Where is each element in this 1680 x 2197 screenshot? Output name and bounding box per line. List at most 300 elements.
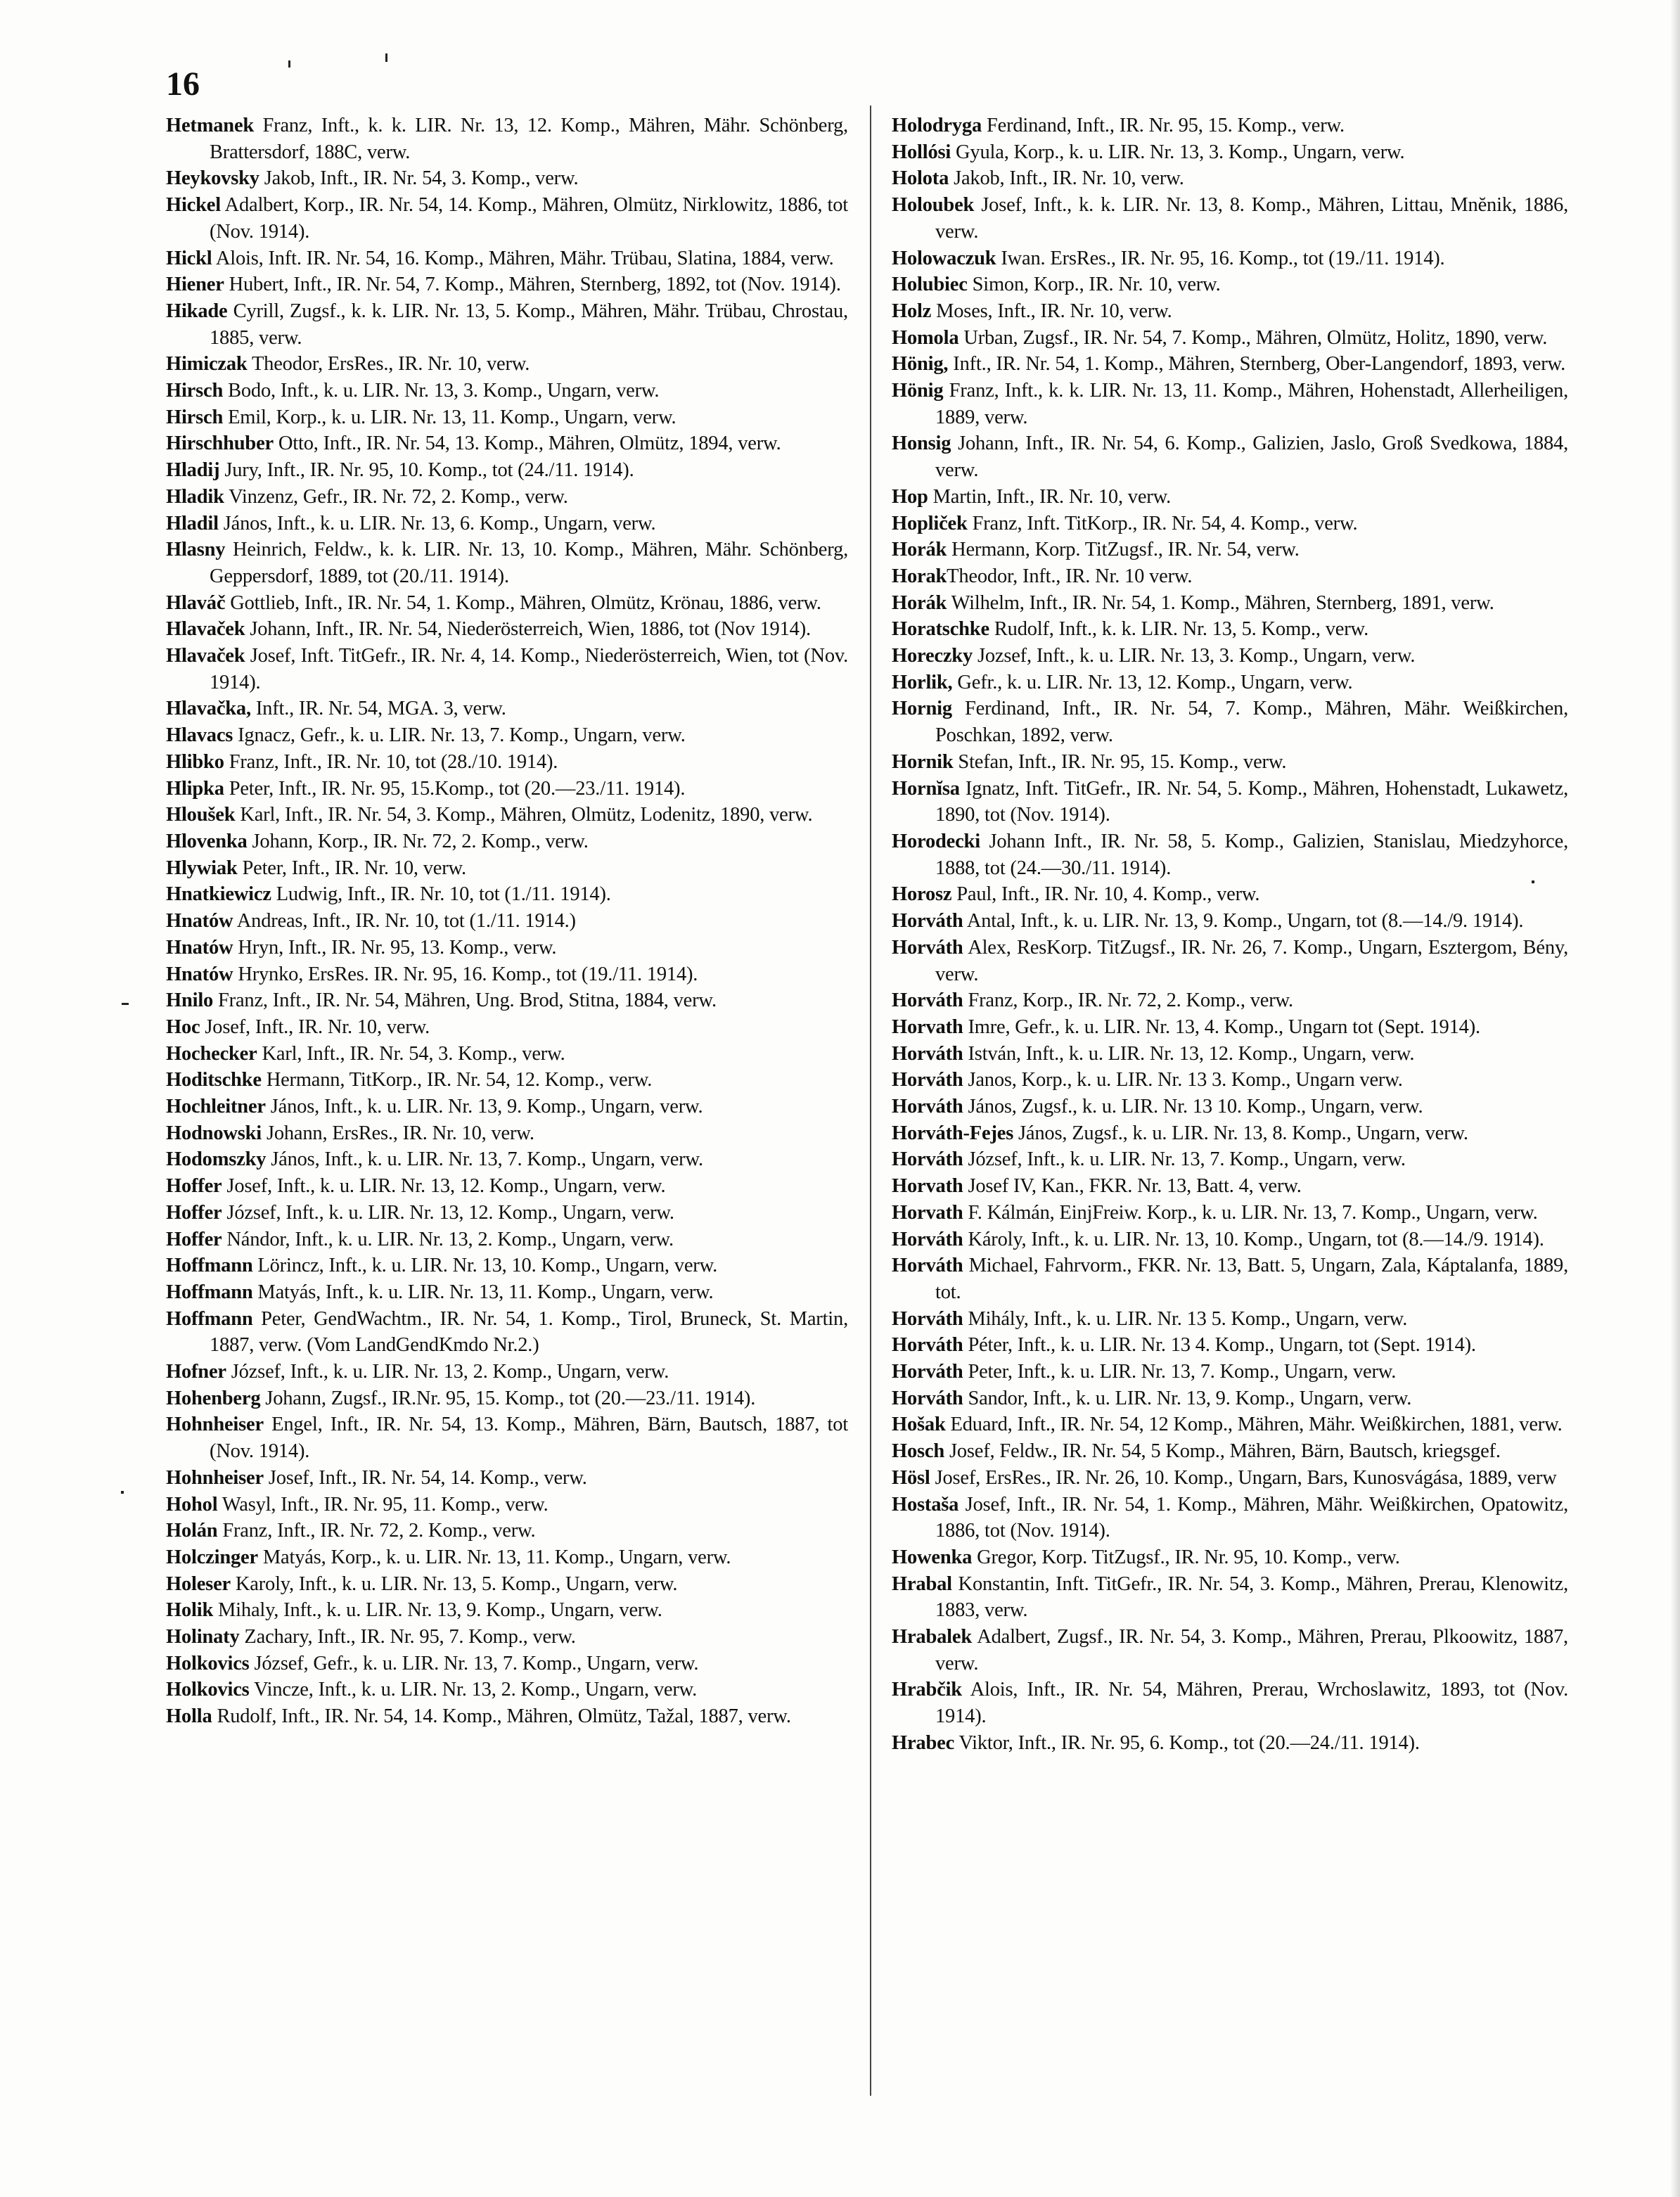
register-entry xyxy=(166,643,848,696)
entry-details: Eduard, Inft., IR. Nr. 54, 12 Komp., Mähren, Mähr. Weißkirchen, 1881, verw. xyxy=(945,1414,1563,1436)
entry-details: Heinrich, Feldw., k. k. LIR. Nr. 13, 10. Komp., Mähren, Mähr. Schönberg, Geppersdorf, 1889, tot (20./11. 1914). xyxy=(210,539,848,587)
register-entry xyxy=(892,192,1568,245)
entry-surname: Holczinger xyxy=(166,1546,258,1568)
entry-surname: Hlasny xyxy=(166,539,226,561)
entry-details: Johann Inft., IR. Nr. 58, 5. Komp., Galizien, Stanislau, Miedzyhorce, 1888, tot (24.—30./11. 1914). xyxy=(935,830,1568,879)
entry-surname: Hoffmann xyxy=(166,1307,253,1330)
register-entry xyxy=(166,1200,848,1226)
register-entry xyxy=(166,1041,848,1068)
register-entry xyxy=(892,590,1568,617)
entry-details: Gregor, Korp. TitZugsf., IR. Nr. 95, 10. Komp., verw. xyxy=(972,1546,1400,1568)
entry-surname: Hošak xyxy=(892,1414,946,1436)
entry-surname: Hopliček xyxy=(892,512,968,534)
register-entry xyxy=(892,271,1568,298)
entry-details: Inft., IR. Nr. 54, 1. Komp., Mähren, Sternberg, Ober-Langendorf, 1893, verw. xyxy=(948,353,1565,376)
entry-surname: Honsig xyxy=(892,433,951,455)
entry-details: Josef, Inft., k. k. LIR. Nr. 13, 8. Komp., Mähren, Littau, Mnĕnik, 1886, verw. xyxy=(935,194,1568,243)
register-entry xyxy=(166,113,848,165)
entry-surname: Horváth xyxy=(892,910,963,933)
entry-surname: Hoffmann xyxy=(166,1281,253,1303)
entry-surname: Hodnowski xyxy=(166,1122,262,1144)
entry-surname: Hlibko xyxy=(166,750,224,773)
entry-surname: Hönig xyxy=(892,380,944,402)
register-entry xyxy=(892,139,1568,166)
register-entry xyxy=(892,749,1568,776)
entry-surname: Himiczak xyxy=(166,353,248,376)
register-entry xyxy=(166,696,848,722)
register-entry xyxy=(892,1146,1568,1173)
entry-surname: Hollósi xyxy=(892,141,951,163)
register-entry xyxy=(892,908,1568,935)
register-entry xyxy=(166,590,848,617)
entry-surname: Hladij xyxy=(166,459,220,482)
entry-surname: Hosch xyxy=(892,1440,945,1463)
entry-details: Simon, Korp., IR. Nr. 10, verw. xyxy=(967,274,1221,296)
entry-details: Franz, Inft. TitKorp., IR. Nr. 54, 4. Komp., verw. xyxy=(967,512,1358,534)
entry-surname: Hickel xyxy=(166,194,221,217)
entry-surname: Horváth xyxy=(892,1148,963,1171)
register-entry xyxy=(166,722,848,749)
register-entry xyxy=(166,1067,848,1094)
register-entry xyxy=(892,1385,1568,1412)
register-entry xyxy=(892,1544,1568,1571)
entry-details: Josef, Inft., IR. Nr. 54, 1. Komp., Mähren, Mähr. Weißkirchen, Opatowitz, 1886, tot (Nov. 1914). xyxy=(935,1493,1568,1542)
register-entry xyxy=(892,1624,1568,1677)
entry-surname: Horák xyxy=(892,591,947,614)
entry-surname: Horváth xyxy=(892,1387,963,1409)
entry-surname: Holinaty xyxy=(166,1626,240,1648)
entry-surname: Horosz xyxy=(892,883,952,906)
register-entry xyxy=(166,1544,848,1571)
scan-speck xyxy=(385,53,387,62)
entry-surname: Hlipka xyxy=(166,777,224,800)
register-entry xyxy=(166,1518,848,1544)
register-entry xyxy=(166,351,848,378)
register-entry xyxy=(892,670,1568,696)
entry-details: Michael, Fahrvorm., FKR. Nr. 13, Batt. 5, Ungarn, Zala, Káptalanfa, 1889, tot. xyxy=(935,1255,1568,1303)
entry-details: Johann, Inft., IR. Nr. 54, 6. Komp., Galizien, Jaslo, Groß Svedkowa, 1884, verw. xyxy=(935,433,1568,482)
entry-details: Matyás, Korp., k. u. LIR. Nr. 13, 11. Komp., Ungarn, verw. xyxy=(257,1546,731,1568)
register-entry xyxy=(892,298,1568,325)
entry-details: Viktor, Inft., IR. Nr. 95, 6. Komp., tot (20.—24./11. 1914). xyxy=(954,1731,1420,1754)
register-entry xyxy=(892,1306,1568,1333)
entry-details: Peter, Inft., IR. Nr. 10, verw. xyxy=(237,857,466,879)
entry-details: Bodo, Inft., k. u. LIR. Nr. 13, 3. Komp., Ungarn, verw. xyxy=(223,380,660,402)
entry-details: Karoly, Inft., k. u. LIR. Nr. 13, 5. Komp., Ungarn, verw. xyxy=(230,1573,678,1595)
register-entry xyxy=(892,113,1568,139)
entry-surname: Hnatów xyxy=(166,936,233,959)
entry-details: Josef, Inft., IR. Nr. 54, 14. Komp., verw. xyxy=(263,1466,587,1489)
register-entry xyxy=(166,855,848,882)
entry-surname: Howenka xyxy=(892,1546,973,1568)
entry-surname: Hoffmann xyxy=(166,1255,253,1277)
entry-details: Moses, Inft., IR. Nr. 10, verw. xyxy=(931,300,1172,322)
entry-surname: Hlovenka xyxy=(166,830,248,852)
entry-surname: Horváth xyxy=(892,1096,963,1118)
entry-details: Josef, ErsRes., IR. Nr. 26, 10. Komp., Ungarn, Bars, Kunosvágása, 1889, verw xyxy=(930,1466,1557,1489)
register-entry xyxy=(892,1067,1568,1094)
register-entry xyxy=(892,987,1568,1014)
entry-surname: Horváth xyxy=(892,1255,963,1277)
entry-details: Lörincz, Inft., k. u. LIR. Nr. 13, 10. Komp., Ungarn, verw. xyxy=(252,1255,718,1277)
register-entry xyxy=(166,484,848,511)
register-entry xyxy=(892,828,1568,881)
entry-details: Konstantin, Inft. TitGefr., IR. Nr. 54, 3. Komp., Mähren, Prerau, Klenowitz, 1883, verw. xyxy=(935,1573,1568,1622)
entry-details: Gefr., k. u. LIR. Nr. 13, 12. Komp., Ungarn, verw. xyxy=(952,671,1353,693)
entry-details: János, Zugsf., k. u. LIR. Nr. 13 10. Komp., Ungarn, verw. xyxy=(963,1096,1423,1118)
entry-surname: Hofner xyxy=(166,1361,226,1383)
entry-details: Josef, Inft., k. u. LIR. Nr. 13, 12. Komp., Ungarn, verw. xyxy=(222,1175,666,1198)
register-entry xyxy=(892,776,1568,828)
entry-details: Franz, Korp., IR. Nr. 72, 2. Komp., verw. xyxy=(963,989,1293,1012)
entry-details: János, Inft., k. u. LIR. Nr. 13, 7. Komp., Ungarn, verw. xyxy=(266,1148,703,1171)
entry-details: Johann, Inft., IR. Nr. 54, Niederösterreich, Wien, 1886, tot (Nov 1914). xyxy=(245,618,811,641)
register-entry xyxy=(166,457,848,484)
entry-surname: Horvath xyxy=(892,1016,963,1038)
entry-surname: Horváth xyxy=(892,1042,963,1065)
entry-details: Johann, ErsRes., IR. Nr. 10, verw. xyxy=(262,1122,534,1144)
entry-surname: Holubiec xyxy=(892,274,968,296)
entry-details: István, Inft., k. u. LIR. Nr. 13, 12. Komp., Ungarn, verw. xyxy=(963,1042,1415,1065)
entry-surname: Hirschhuber xyxy=(166,433,274,455)
entry-details: Inft., IR. Nr. 54, MGA. 3, verw. xyxy=(250,698,506,720)
entry-details: Josef, Inft. TitGefr., IR. Nr. 4, 14. Komp., Niederösterreich, Wien, tot (Nov. 1914). xyxy=(210,645,848,693)
entry-details: Alois, Inft. IR. Nr. 54, 16. Komp., Mähren, Mähr. Trübau, Slatina, 1884, verw. xyxy=(212,247,834,269)
register-entry xyxy=(166,1385,848,1412)
scan-speck xyxy=(121,1491,124,1494)
scan-speck xyxy=(288,60,290,68)
entry-details: Johann, Korp., IR. Nr. 72, 2. Komp., verw. xyxy=(247,830,589,852)
entry-details: Josef IV, Kan., FKR. Nr. 13, Batt. 4, verw. xyxy=(963,1175,1302,1198)
entry-surname: Horeczky xyxy=(892,645,973,667)
register-entry xyxy=(166,271,848,298)
register-entry xyxy=(166,430,848,457)
register-entry xyxy=(166,1306,848,1359)
register-entry xyxy=(166,1465,848,1492)
register-entry xyxy=(166,1253,848,1279)
register-entry xyxy=(166,378,848,404)
entry-details: Ferdinand, Inft., IR. Nr. 95, 15. Komp., verw. xyxy=(982,115,1345,136)
entry-details: János, Inft., k. u. LIR. Nr. 13, 6. Komp., Ungarn, verw. xyxy=(218,512,656,534)
register-entry xyxy=(166,1651,848,1677)
register-entry xyxy=(892,696,1568,748)
entry-details: Károly, Inft., k. u. LIR. Nr. 13, 10. Komp., Ungarn, tot (8.—14./9. 1914). xyxy=(963,1228,1544,1250)
register-entry xyxy=(892,1253,1568,1305)
entry-surname: Horatschke xyxy=(892,618,989,641)
entry-surname: Hrabec xyxy=(892,1731,955,1754)
register-entry xyxy=(892,563,1568,590)
entry-surname: Hohenberg xyxy=(166,1387,261,1409)
register-entry xyxy=(892,1041,1568,1068)
register-entry xyxy=(166,1120,848,1147)
register-entry xyxy=(166,1597,848,1624)
register-entry xyxy=(166,245,848,272)
entry-surname: Horváth xyxy=(892,1228,963,1250)
entry-surname: Hrabal xyxy=(892,1573,952,1595)
entry-surname: Hodomszky xyxy=(166,1148,267,1171)
entry-details: Sandor, Inft., k. u. LIR. Nr. 13, 9. Komp., Ungarn, verw. xyxy=(963,1387,1412,1409)
entry-details: Vincze, Inft., k. u. LIR. Nr. 13, 2. Komp., Ungarn, verw. xyxy=(249,1679,698,1701)
register-entry xyxy=(166,537,848,589)
entry-details: József, Inft., k. u. LIR. Nr. 13, 7. Komp., Ungarn, verw. xyxy=(963,1148,1406,1171)
register-entry xyxy=(892,484,1568,511)
register-entry xyxy=(892,1571,1568,1624)
entry-surname: Hochecker xyxy=(166,1042,257,1065)
entry-details: Janos, Korp., k. u. LIR. Nr. 13 3. Komp., Ungarn verw. xyxy=(963,1069,1403,1091)
entry-details: F. Kálmán, EinjFreiw. Korp., k. u. LIR. Nr. 13, 7. Komp., Ungarn, verw. xyxy=(963,1201,1538,1224)
entry-surname: Hlavaček xyxy=(166,645,245,667)
entry-surname: Horváth xyxy=(892,1361,963,1383)
entry-details: Ignacz, Gefr., k. u. LIR. Nr. 13, 7. Komp., Ungarn, verw. xyxy=(233,724,686,747)
entry-details: Antal, Inft., k. u. LIR. Nr. 13, 9. Komp., Ungarn, tot (8.—14./9. 1914). xyxy=(963,910,1524,933)
register-entry xyxy=(892,881,1568,908)
entry-surname: Horváth xyxy=(892,936,963,959)
register-entry xyxy=(166,1014,848,1041)
entry-details: Peter, Inft., IR. Nr. 95, 15.Komp., tot (20.—23./11. 1914). xyxy=(224,777,686,800)
entry-surname: Hnatów xyxy=(166,910,233,933)
entry-surname: Hoffer xyxy=(166,1201,222,1224)
entry-surname: Hnatów xyxy=(166,963,233,985)
register-entry xyxy=(166,165,848,192)
entry-details: Peter, GendWachtm., IR. Nr. 54, 1. Komp., Tirol, Bruneck, St. Martin, 1887, verw. (Vom LandGendKmdo Nr.2.) xyxy=(210,1307,848,1357)
register-entry xyxy=(892,511,1568,537)
entry-details: Alex, ResKorp. TitZugsf., IR. Nr. 26, 7. Komp., Ungarn, Esztergom, Bény, verw. xyxy=(935,936,1568,985)
entry-surname: Hoffer xyxy=(166,1228,222,1250)
entry-surname: Holoubek xyxy=(892,194,975,217)
scan-speck xyxy=(122,1003,129,1005)
entry-surname: Hoffer xyxy=(166,1175,222,1198)
entry-details: Jury, Inft., IR. Nr. 95, 10. Komp., tot (24./11. 1914). xyxy=(219,459,634,482)
register-entry xyxy=(166,1226,848,1253)
entry-details: Ludwig, Inft., IR. Nr. 10, tot (1./11. 1914). xyxy=(271,883,611,906)
entry-details: Karl, Inft., IR. Nr. 54, 3. Komp., verw. xyxy=(257,1042,565,1065)
register-entry xyxy=(166,881,848,908)
entry-surname: Hlywiak xyxy=(166,857,238,879)
entry-details: Jakob, Inft., IR. Nr. 54, 3. Komp., verw. xyxy=(259,167,579,190)
entry-surname: Homola xyxy=(892,326,959,349)
entry-details: Mihaly, Inft., k. u. LIR. Nr. 13, 9. Komp., Ungarn, verw. xyxy=(213,1599,662,1622)
entry-details: Adalbert, Korp., IR. Nr. 54, 14. Komp., Mähren, Olmütz, Nirklowitz, 1886, tot (Nov. 1914). xyxy=(210,194,848,243)
register-entry xyxy=(166,404,848,431)
register-entry xyxy=(166,935,848,961)
entry-surname: Holodryga xyxy=(892,115,982,136)
register-entry xyxy=(166,961,848,988)
register-entry xyxy=(166,1571,848,1598)
entry-details: Ferdinand, Inft., IR. Nr. 54, 7. Komp., Mähren, Mähr. Weißkirchen, Poschkan, 1892, verw. xyxy=(935,698,1568,747)
entry-details: Jozsef, Inft., k. u. LIR. Nr. 13, 3. Komp., Ungarn, verw. xyxy=(973,645,1416,667)
register-entry xyxy=(892,1014,1568,1041)
entry-surname: Holz xyxy=(892,300,932,322)
entry-surname: Hickl xyxy=(166,247,212,269)
entry-surname: Holowaczuk xyxy=(892,247,996,269)
register-entry xyxy=(892,165,1568,192)
register-entry xyxy=(892,643,1568,670)
entry-details: Franz, Inft., k. k. LIR. Nr. 13, 11. Komp., Mähren, Hohenstadt, Allerheiligen, 1889, verw. xyxy=(935,380,1568,428)
entry-surname: Hoc xyxy=(166,1016,200,1038)
entry-details: Engel, Inft., IR. Nr. 54, 13. Komp., Mähren, Bärn, Bautsch, 1887, tot (Nov. 1914). xyxy=(210,1414,848,1463)
entry-surname: Hostaša xyxy=(892,1493,959,1516)
entry-surname: Hladil xyxy=(166,512,219,534)
entry-surname: Hladik xyxy=(166,485,224,508)
entry-surname: Hrabčik xyxy=(892,1679,962,1701)
register-entry xyxy=(892,1465,1568,1492)
entry-surname: Holán xyxy=(166,1520,218,1542)
entry-details: Franz, Inft., IR. Nr. 10, tot (28./10. 1914). xyxy=(224,750,558,773)
register-entry xyxy=(892,1677,1568,1729)
register-entry xyxy=(166,616,848,643)
register-entry xyxy=(892,430,1568,483)
entry-surname: Hirsch xyxy=(166,406,224,428)
page-edge-shadow xyxy=(1670,0,1680,2197)
entry-details: Péter, Inft., k. u. LIR. Nr. 13 4. Komp., Ungarn, tot (Sept. 1914). xyxy=(963,1334,1476,1357)
entry-surname: Horváth xyxy=(892,1334,963,1357)
entry-surname: Horvath xyxy=(892,1175,963,1198)
entry-details: Mihály, Inft., k. u. LIR. Nr. 13 5. Komp., Ungarn, verw. xyxy=(963,1307,1408,1330)
entry-surname: Hösl xyxy=(892,1466,930,1489)
entry-surname: Holota xyxy=(892,167,949,190)
register-entry xyxy=(166,1677,848,1703)
entry-surname: Horák xyxy=(892,539,947,561)
entry-surname: Hirsch xyxy=(166,380,224,402)
entry-surname: Hloušek xyxy=(166,804,236,826)
entry-surname: Horvath xyxy=(892,1201,963,1224)
register-entry xyxy=(892,1226,1568,1253)
entry-surname: Hohnheiser xyxy=(166,1414,264,1436)
entry-surname: Hochleitner xyxy=(166,1096,266,1118)
entry-details: János, Zugsf., k. u. LIR. Nr. 13, 8. Komp., Ungarn, verw. xyxy=(1013,1122,1468,1144)
entry-surname: Holik xyxy=(166,1599,214,1622)
entry-details: Matyás, Inft., k. u. LIR. Nr. 13, 11. Komp., Ungarn, verw. xyxy=(252,1281,714,1303)
entry-surname: Hlavacs xyxy=(166,724,233,747)
register-entry xyxy=(892,325,1568,352)
register-entry xyxy=(166,908,848,935)
register-entry xyxy=(892,1411,1568,1438)
entry-details: Martin, Inft., IR. Nr. 10, verw. xyxy=(928,485,1172,508)
register-entry xyxy=(892,1359,1568,1385)
entry-details: Karl, Inft., IR. Nr. 54, 3. Komp., Mähren, Olmütz, Lodenitz, 1890, verw. xyxy=(235,804,813,826)
register-entry xyxy=(166,1094,848,1120)
entry-details: Gyula, Korp., k. u. LIR. Nr. 13, 3. Komp., Ungarn, verw. xyxy=(951,141,1405,163)
entry-details: Wasyl, Inft., IR. Nr. 95, 11. Komp., verw. xyxy=(217,1493,549,1516)
entry-details: Josef, Inft., IR. Nr. 10, verw. xyxy=(200,1016,430,1038)
entry-surname: Hlavačka, xyxy=(166,698,251,720)
entry-details: Hermann, TitKorp., IR. Nr. 54, 12. Komp., verw. xyxy=(261,1069,653,1091)
register-entry xyxy=(892,1120,1568,1147)
entry-surname: Hikade xyxy=(166,300,228,322)
entry-details: Josef, Feldw., IR. Nr. 54, 5 Komp., Mähren, Bärn, Bautsch, kriegsgef. xyxy=(944,1440,1501,1463)
register-entry xyxy=(166,192,848,245)
register-entry xyxy=(166,1359,848,1385)
register-entry xyxy=(892,1200,1568,1226)
entry-details: Cyrill, Zugsf., k. k. LIR. Nr. 13, 5. Komp., Mähren, Mähr. Trübau, Chrostau, 1885, verw. xyxy=(210,300,848,349)
entry-details: Gottlieb, Inft., IR. Nr. 54, 1. Komp., Mähren, Olmütz, Krönau, 1886, verw. xyxy=(225,591,821,614)
entry-surname: Hönig, xyxy=(892,353,949,376)
register-entry xyxy=(892,351,1568,378)
entry-details: Franz, Inft., k. k. LIR. Nr. 13, 12. Komp., Mähren, Mähr. Schönberg, Brattersdorf, 188C, verw. xyxy=(210,115,848,163)
entry-surname: Horak xyxy=(892,565,947,587)
register-entry xyxy=(892,1332,1568,1359)
register-entry xyxy=(892,378,1568,430)
entry-surname: Hop xyxy=(892,485,928,508)
register-entry xyxy=(892,935,1568,987)
entry-surname: Hrabalek xyxy=(892,1626,972,1648)
entry-surname: Holkovics xyxy=(166,1652,250,1674)
entry-surname: Holeser xyxy=(166,1573,231,1595)
entry-details: Theodor, Inft., IR. Nr. 10 verw. xyxy=(947,565,1193,587)
entry-surname: Hornĭsa xyxy=(892,777,960,800)
entry-details: Ignatz, Inft. TitGefr., IR. Nr. 54, 5. Komp., Mähren, Hohenstadt, Lukawetz, 1890, tot (Nov. 1914). xyxy=(935,777,1568,826)
register-entry xyxy=(166,1703,848,1730)
entry-details: Jakob, Inft., IR. Nr. 10, verw. xyxy=(949,167,1184,190)
entry-details: József, Gefr., k. u. LIR. Nr. 13, 7. Komp., Ungarn, verw. xyxy=(249,1652,699,1674)
entry-details: Imre, Gefr., k. u. LIR. Nr. 13, 4. Komp., Ungarn tot (Sept. 1914). xyxy=(963,1016,1480,1038)
entry-details: Stefan, Inft., IR. Nr. 95, 15. Komp., verw. xyxy=(953,750,1287,773)
entry-details: Paul, Inft., IR. Nr. 10, 4. Komp., verw. xyxy=(951,883,1260,906)
entry-details: Rudolf, Inft., k. k. LIR. Nr. 13, 5. Komp., verw. xyxy=(989,618,1369,641)
entry-details: Hubert, Inft., IR. Nr. 54, 7. Komp., Mähren, Sternberg, 1892, tot (Nov. 1914). xyxy=(224,274,841,296)
entry-details: Franz, Inft., IR. Nr. 54, Mähren, Ung. Brod, Stitna, 1884, verw. xyxy=(213,989,717,1012)
entry-surname: Heykovsky xyxy=(166,167,259,190)
register-entry xyxy=(892,245,1568,272)
entry-surname: Hnatkiewicz xyxy=(166,883,271,906)
register-entry xyxy=(166,298,848,351)
entry-surname: Horváth xyxy=(892,1069,963,1091)
entry-details: Adalbert, Zugsf., IR. Nr. 54, 3. Komp., Mähren, Prerau, Plkoowitz, 1887, verw. xyxy=(935,1626,1568,1674)
entry-surname: Horváth xyxy=(892,1307,963,1330)
entry-surname: Hornig xyxy=(892,698,952,720)
entry-surname: Holkovics xyxy=(166,1679,250,1701)
entry-surname: Hornik xyxy=(892,750,954,773)
entry-details: Hermann, Korp. TitZugsf., IR. Nr. 54, verw. xyxy=(947,539,1300,561)
entry-surname: Horlik, xyxy=(892,671,953,693)
entry-details: Hrynko, ErsRes. IR. Nr. 95, 16. Komp., tot (19./11. 1914). xyxy=(233,963,698,985)
entry-details: Peter, Inft., k. u. LIR. Nr. 13, 7. Komp., Ungarn, verw. xyxy=(963,1361,1397,1383)
register-entry xyxy=(892,1094,1568,1120)
entry-details: Franz, Inft., IR. Nr. 72, 2. Komp., verw. xyxy=(217,1520,536,1542)
entry-surname: Hnilo xyxy=(166,989,214,1012)
entry-details: Nándor, Inft., k. u. LIR. Nr. 13, 2. Komp., Ungarn, verw. xyxy=(222,1228,674,1250)
register-entry xyxy=(166,1624,848,1651)
register-entry xyxy=(892,1492,1568,1544)
entry-details: József, Inft., k. u. LIR. Nr. 13, 2. Komp., Ungarn, verw. xyxy=(226,1361,669,1383)
entry-details: Iwan. ErsRes., IR. Nr. 95, 16. Komp., tot (19./11. 1914). xyxy=(996,247,1445,269)
entry-details: Zachary, Inft., IR. Nr. 95, 7. Komp., verw. xyxy=(239,1626,576,1648)
entry-details: Emil, Korp., k. u. LIR. Nr. 13, 11. Komp., Ungarn, verw. xyxy=(223,406,677,428)
register-entry xyxy=(166,1492,848,1518)
entry-details: Vinzenz, Gefr., IR. Nr. 72, 2. Komp., verw. xyxy=(224,485,568,508)
register-entry xyxy=(166,802,848,828)
right-column xyxy=(892,113,1568,1757)
entry-surname: Hohol xyxy=(166,1493,218,1516)
column-divider xyxy=(870,105,871,2096)
register-entry xyxy=(166,511,848,537)
entry-surname: Holla xyxy=(166,1705,212,1728)
entry-surname: Horodecki xyxy=(892,830,980,852)
register-entry xyxy=(892,1173,1568,1200)
entry-details: Wilhelm, Inft., IR. Nr. 54, 1. Komp., Mähren, Sternberg, 1891, verw. xyxy=(947,591,1494,614)
page-number: 16 xyxy=(166,65,200,103)
entry-surname: Hiener xyxy=(166,274,224,296)
left-column xyxy=(166,113,848,1730)
entry-details: József, Inft., k. u. LIR. Nr. 13, 12. Komp., Ungarn, verw. xyxy=(222,1201,674,1224)
register-entry xyxy=(166,1146,848,1173)
entry-details: Theodor, ErsRes., IR. Nr. 10, verw. xyxy=(247,353,530,376)
entry-details: Hryn, Inft., IR. Nr. 95, 13. Komp., verw. xyxy=(233,936,557,959)
entry-surname: Hoditschke xyxy=(166,1069,262,1091)
entry-surname: Horváth xyxy=(892,989,963,1012)
entry-details: János, Inft., k. u. LIR. Nr. 13, 9. Komp., Ungarn, verw. xyxy=(265,1096,703,1118)
register-entry xyxy=(166,987,848,1014)
